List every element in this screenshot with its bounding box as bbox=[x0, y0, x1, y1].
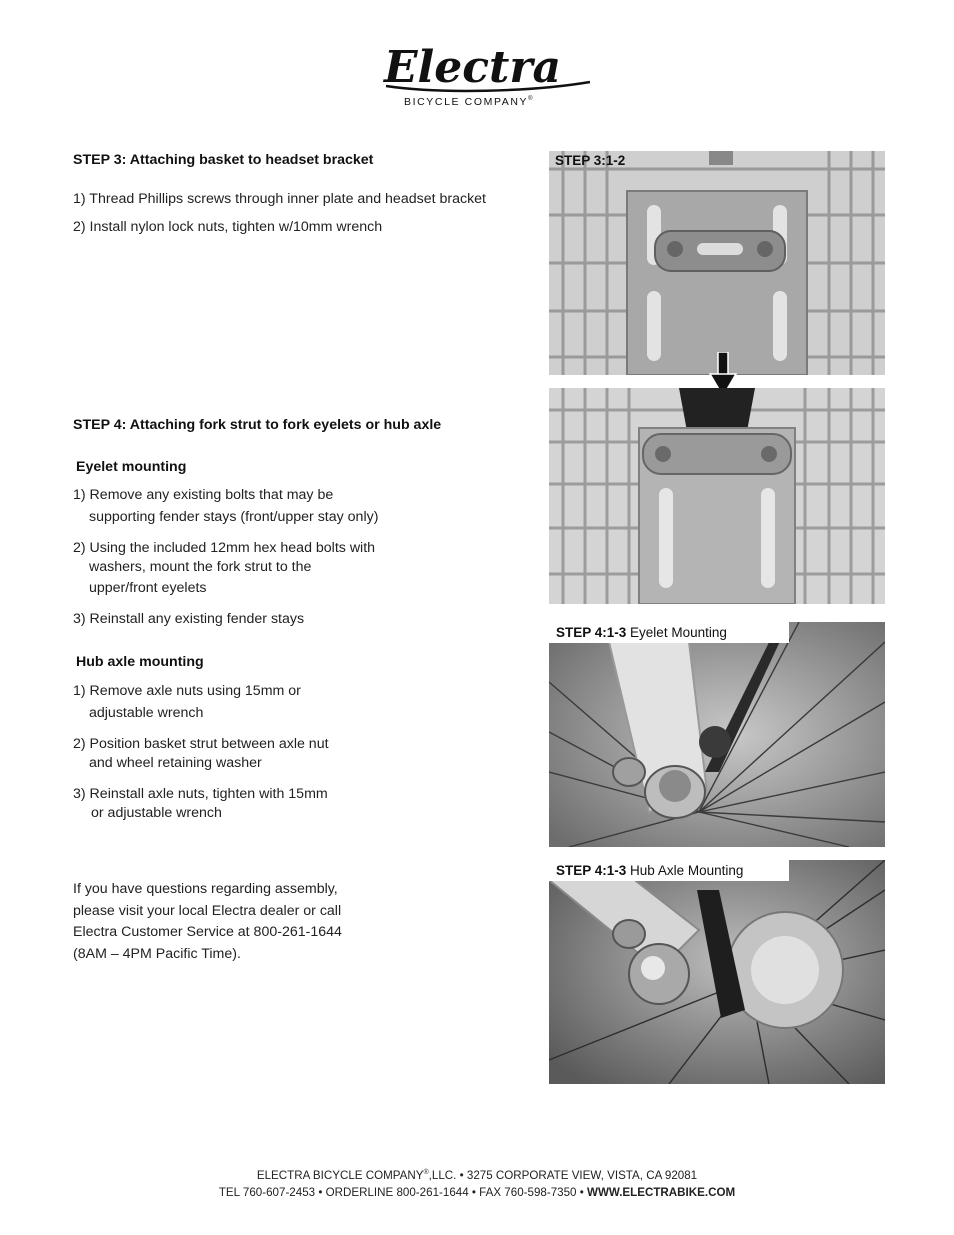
hub-item-2: 2) Position basket strut between axle nut and wheel retaining washer bbox=[73, 736, 329, 771]
eyelet-item-1: 1) Remove any existing bolts that may be supporting fender stays (front/upper stay only) bbox=[73, 487, 379, 525]
step4-heading: STEP 4: Attaching fork strut to fork eyelets or hub axle bbox=[73, 417, 442, 433]
hub-item-3: 3) Reinstall axle nuts, tighten with 15mm or adjustable wrench bbox=[73, 786, 328, 821]
eyelet-mounting-title: Eyelet mounting bbox=[76, 459, 187, 475]
eyelet-mounting-photo bbox=[549, 622, 885, 847]
logo-wordmark: Electra bbox=[384, 42, 562, 93]
hub-item-1: 1) Remove axle nuts using 15mm or adjustable wrench bbox=[73, 683, 301, 721]
eyelet-mounting-caption: STEP 4:1-3 Eyelet Mounting bbox=[549, 622, 789, 643]
step3-item-2: 2) Install nylon lock nuts, tighten w/10mm wrench bbox=[73, 219, 383, 235]
electra-logo bbox=[380, 42, 594, 98]
contact-paragraph: If you have questions regarding assembly, please visit your local Electra dealer or call Electra Customer Service at 800-261-1644 (8AM – 4PM Pacific Time). bbox=[73, 881, 342, 962]
website-link[interactable]: WWW.ELECTRABIKE.COM bbox=[587, 1186, 736, 1199]
logo-subtitle: BICYCLE COMPANY® bbox=[404, 96, 533, 108]
step3-item-1: 1) Thread Phillips screws through inner plate and headset bracket bbox=[73, 191, 486, 207]
step3-heading: STEP 3: Attaching basket to headset bracket bbox=[73, 152, 374, 168]
eyelet-item-2: 2) Using the included 12mm hex head bolts with washers, mount the fork strut to the upper/front eyelets bbox=[73, 540, 376, 596]
step3-photo-bottom bbox=[549, 388, 885, 604]
footer-address: ELECTRA BICYCLE COMPANY®,LLC. • 3275 CORPORATE VIEW, VISTA, CA 92081 bbox=[256, 1169, 698, 1182]
step3-photo-caption: STEP 3:1-2 bbox=[555, 153, 626, 168]
footer-contact: TEL 760-607-2453 • ORDERLINE 800-261-1644 • FAX 760-598-7350 • WWW.ELECTRABIKE.COM bbox=[218, 1186, 736, 1199]
eyelet-item-3: 3) Reinstall any existing fender stays bbox=[73, 611, 305, 627]
hub-axle-mounting-photo bbox=[549, 860, 885, 1084]
step3-photo-top bbox=[549, 151, 885, 375]
hub-axle-mounting-title: Hub axle mounting bbox=[76, 654, 204, 670]
hub-axle-mounting-caption: STEP 4:1-3 Hub Axle Mounting bbox=[549, 860, 789, 881]
